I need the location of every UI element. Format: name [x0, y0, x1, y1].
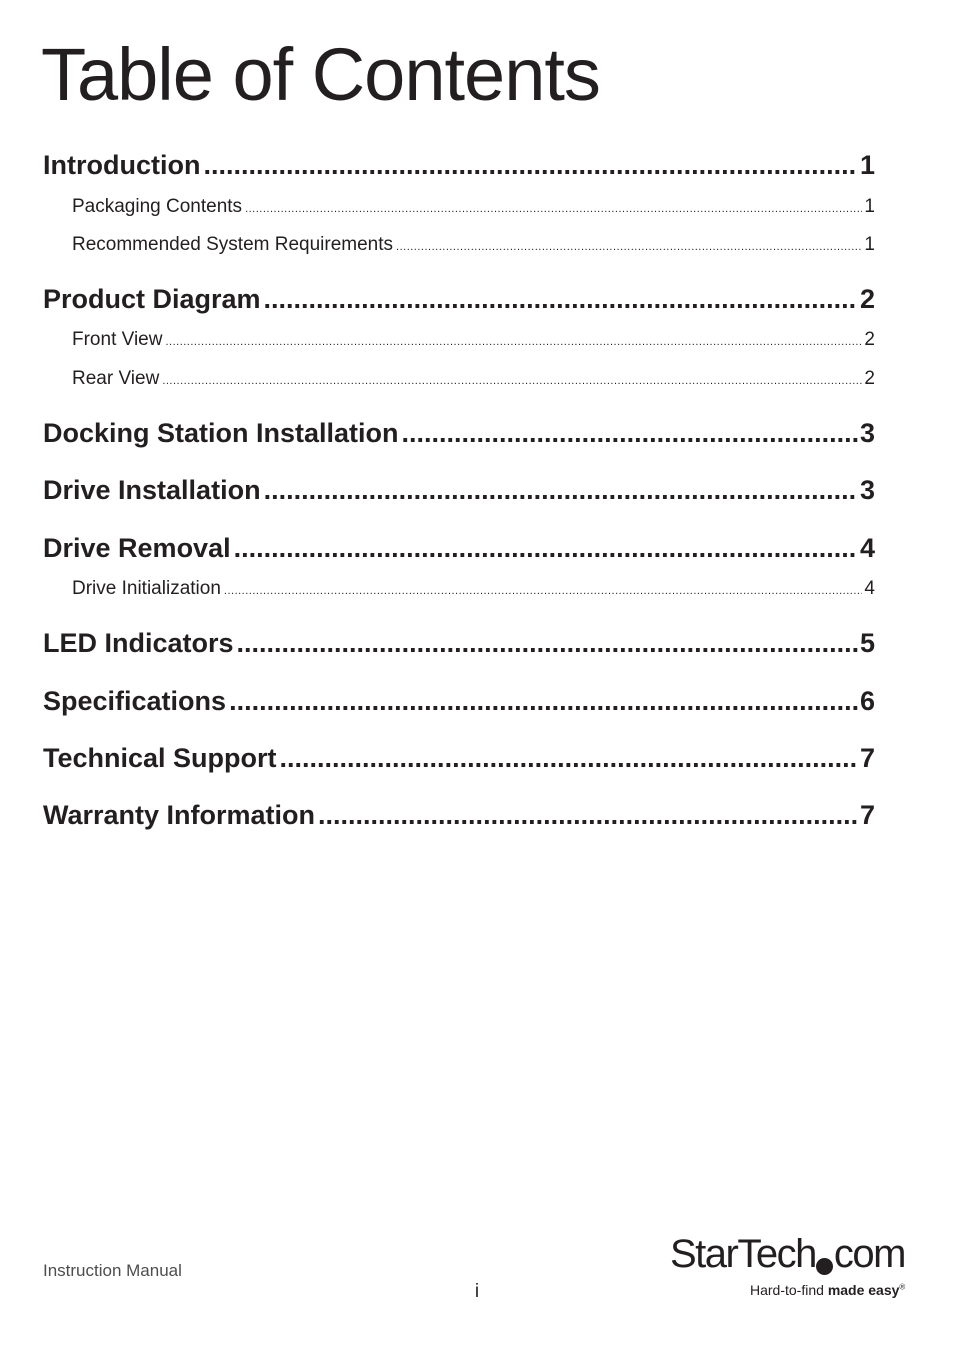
toc-entry-label: Technical Support: [43, 743, 277, 773]
logo-tagline-bold: made easy: [827, 1282, 900, 1298]
toc-entry-docking-station-installation[interactable]: [43, 416, 875, 450]
toc-entry-drive-initialization[interactable]: [72, 576, 875, 602]
logo-wordmark: [670, 1230, 905, 1278]
toc-entry-rear-view[interactable]: [72, 366, 875, 392]
toc-entry-page: 1: [859, 150, 875, 180]
toc-entry-drive-installation[interactable]: [43, 473, 875, 507]
toc-entry-page: 3: [859, 418, 875, 448]
dot-leader: [396, 234, 862, 260]
toc-entry-specifications[interactable]: [43, 684, 875, 718]
toc-entry-label: Warranty Information: [43, 800, 316, 830]
logo-dot-icon: [816, 1258, 833, 1275]
footer-document-label: Instruction Manual: [43, 1261, 182, 1280]
registered-mark: ®: [899, 1282, 906, 1292]
toc-entry-page: 4: [864, 578, 875, 599]
toc-entry-page: 2: [864, 329, 875, 350]
dot-leader: [402, 416, 858, 450]
toc-entry-packaging-contents[interactable]: [72, 194, 875, 220]
toc-entry-label: Specifications: [43, 686, 227, 716]
page-title: Table of Contents: [41, 33, 600, 116]
toc-entry-product-diagram[interactable]: [43, 282, 875, 316]
toc-entry-front-view[interactable]: [72, 327, 875, 353]
toc-entry-page: 5: [859, 628, 875, 658]
toc-entry-page: 2: [859, 284, 875, 314]
toc-entry-led-indicators[interactable]: [43, 626, 875, 660]
toc-entry-page: 6: [859, 686, 875, 716]
toc-entry-page: 4: [859, 533, 875, 563]
toc-entry-label: Introduction: [43, 150, 201, 180]
dot-leader: [237, 626, 858, 660]
toc-entry-label: Rear View: [72, 368, 160, 389]
toc-entry-page: 1: [864, 196, 875, 217]
dot-leader: [229, 684, 858, 718]
toc-entry-label: Product Diagram: [43, 284, 261, 314]
toc-entry-label: Packaging Contents: [72, 196, 243, 217]
logo-brand-main: StarTech: [670, 1232, 816, 1276]
logo-brand-suffix: com: [833, 1232, 905, 1276]
toc-entry-technical-support[interactable]: [43, 741, 875, 775]
dot-leader: [165, 329, 862, 355]
toc-entry-page: 7: [859, 743, 875, 773]
dot-leader: [162, 368, 862, 394]
dot-leader: [245, 196, 862, 222]
dot-leader: [280, 741, 858, 775]
page-number: i: [474, 1281, 480, 1302]
startech-logo: [670, 1230, 910, 1302]
dot-leader: [234, 531, 858, 565]
toc-entry-label: Recommended System Requirements: [72, 234, 394, 255]
toc-entry-label: Docking Station Installation: [43, 418, 399, 448]
dot-leader: [203, 148, 858, 182]
dot-leader: [318, 798, 858, 832]
toc-entry-page: 1: [864, 234, 875, 255]
toc-entry-label: LED Indicators: [43, 628, 234, 658]
dot-leader: [224, 578, 863, 604]
toc-entry-drive-removal[interactable]: [43, 531, 875, 565]
toc-entry-label: Drive Installation: [43, 475, 261, 505]
toc-entry-label: Front View: [72, 329, 163, 350]
toc-entry-label: Drive Removal: [43, 533, 231, 563]
table-of-contents: [43, 0, 875, 900]
dot-leader: [264, 282, 858, 316]
toc-entry-page: 7: [859, 800, 875, 830]
toc-entry-label: Drive Initialization: [72, 578, 221, 599]
toc-entry-introduction[interactable]: [43, 148, 875, 182]
toc-entry-page: 3: [859, 475, 875, 505]
toc-entry-recommended-system-requirements[interactable]: [72, 232, 875, 258]
dot-leader: [264, 473, 858, 507]
logo-tagline: [750, 1282, 905, 1298]
toc-entry-page: 2: [864, 368, 875, 389]
toc-entry-warranty-information[interactable]: [43, 798, 875, 832]
logo-tagline-regular: Hard-to-find: [750, 1282, 828, 1298]
